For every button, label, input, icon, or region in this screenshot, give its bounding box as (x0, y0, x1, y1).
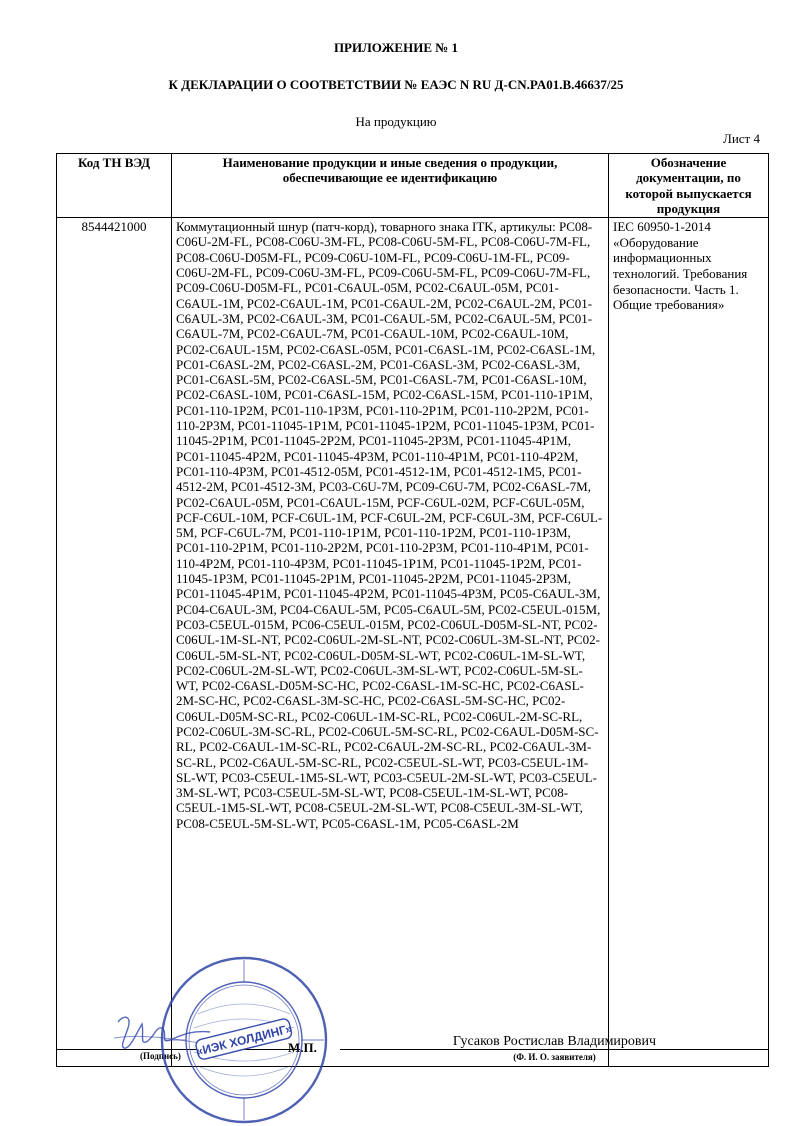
seal-place-label: М.П. (288, 1040, 317, 1055)
header-code: Код ТН ВЭД (57, 154, 172, 218)
header-name: Наименование продукции и иные сведения о продукции, обеспечивающие ее идентификацию (172, 154, 609, 218)
applicant-name: Гусаков Ростислав Владимирович (452, 1034, 657, 1049)
sheet-number: Лист 4 (723, 131, 760, 146)
signature-caption: (Подпись) (140, 1051, 181, 1061)
company-seal (158, 954, 330, 1126)
cell-code: 8544421000 (57, 218, 172, 1067)
product-subtitle: На продукцию (355, 114, 437, 129)
applicant-caption: (Ф. И. О. заявителя) (513, 1052, 596, 1062)
table-header-row (57, 154, 769, 218)
table-row (57, 218, 769, 1067)
cell-description: Коммутационный шнур (патч-корд), товарного знака ITK, артикулы: PC08-C06U-2M-FL, PC08-C06U-3M-FL, PC08-C06U-5M-FL, PC08-C06U-7M-FL, PC08-C06U-D05M-FL, PC09-C06U-10M-FL, PC09-C06U-1M-FL, PC09-C06U-2M-FL, PC09-C06U-3M-FL, PC09-C06U-5M-FL, PC09-C06U-7M-FL, PC09-C06U-D05M-FL, PC01-C6AUL-05M, PC02-C6AUL-05M, PC01-C6AUL-1M, PC02-C6AUL-1M, PC01-C6AUL-2M, PC02-C6AUL-2M, PC01-C6AUL-3M, PC02-C6AUL-3M, PC01-C6AUL-5M, PC02-C6AUL-5M, PC01-C6AUL-7M, PC02-C6AUL-7M, PC01-C6AUL-10M, PC02-C6AUL-10M, PC02-C6AUL-15M, PC02-C6ASL-05M, PC01-C6ASL-1M, PC02-C6ASL-1M, PC01-C6ASL-2M, PC02-C6ASL-2M, PC01-C6ASL-3M, PC02-C6ASL-3M, PC01-C6ASL-5M, PC02-C6ASL-5M, PC01-C6ASL-7M, PC01-C6ASL-10M, PC02-C6ASL-10M, PC01-C6ASL-15M, PC02-C6ASL-15M, PC01-110-1P1M, PC01-110-1P2M, PC01-110-1P3M, PC01-110-2P1M, PC01-110-2P2M, PC01-110-2P3M, PC01-11045-1P1M, PC01-11045-1P2M, PC01-11045-1P3M, PC01-11045-2P1M, PC01-11045-2P2M, PC01-11045-2P3M, PC01-11045-4P1M, PC01-11045-4P2M, PC01-11045-4P3M, PC01-110-4P1M, PC01-110-4P2M, PC01-110-4P3M, PC01-4512-05M, PC01-4512-1M, PC01-4512-1M5, PC01-4512-2M, PC01-4512-3M, PC03-C6U-7M, PC09-C6U-7M, PC02-C6ASL-7M, PC02-C6AUL-05M, PC01-C6AUL-15M, PCF-C6UL-02M, PCF-C6UL-05M, PCF-C6UL-10M, PCF-C6UL-1M, PCF-C6UL-2M, PCF-C6UL-3M, PCF-C6UL-5M, PCF-C6UL-7M, PC01-110-1P1M, PC01-110-1P2M, PC01-110-1P3M, PC01-110-2P1M, PC01-110-2P2M, PC01-110-2P3M, PC01-110-4P1M, PC01-110-4P2M, PC01-110-4P3M, PC01-11045-1P1M, PC01-11045-1P2M, PC01-11045-1P3M, PC01-11045-2P1M, PC01-11045-2P2M, PC01-11045-2P3M, PC01-11045-4P1M, PC01-11045-4P2M, PC01-11045-4P3M, PC05-C6AUL-3M, PC04-C6AUL-3M, PC04-C6AUL-5M, PC05-C6AUL-5M, PC02-C5EUL-015M, PC03-C5EUL-015M, PC06-C5EUL-015M, PC02-C06UL-D05M-SL-NT, PC02-C06UL-1M-SL-NT, PC02-C06UL-2M-SL-NT, PC02-C06UL-3M-SL-NT, PC02-C06UL-5M-SL-NT, PC02-C06UL-D05M-SL-WT, PC02-C06UL-1M-SL-WT, PC02-C06UL-2M-SL-WT, PC02-C06UL-3M-SL-WT, PC02-C06UL-5M-SL-WT, PC02-C6ASL-D05M-SC-HC, PC02-C6ASL-1M-SC-HC, PC02-C6ASL-2M-SC-HC, PC02-C6ASL-3M-SC-HC, PC02-C6ASL-5M-SC-HC, PC02-C06UL-D05M-SC-RL, PC02-C06UL-1M-SC-RL, PC02-C06UL-2M-SC-RL, PC02-C06UL-3M-SC-RL, PC02-C06UL-5M-SC-RL, PC02-C6AUL-D05M-SC-RL, PC02-C6AUL-1M-SC-RL, PC02-C6AUL-2M-SC-RL, PC02-C6AUL-3M-SC-RL, PC02-C6AUL-5M-SC-RL, PC02-C5EUL-SL-WT, PC03-C5EUL-1M-SL-WT, PC03-C5EUL-1M5-SL-WT, PC03-C5EUL-2M-SL-WT, PC03-C5EUL-3M-SL-WT, PC03-C5EUL-5M-SL-WT, PC08-C5EUL-1M-SL-WT, PC08-C5EUL-1M5-SL-WT, PC08-C5EUL-2M-SL-WT, PC08-C5EUL-3M-SL-WT, PC08-C5EUL-5M-SL-WT, PC05-C6ASL-1M, PC05-C6ASL-2M (172, 218, 609, 1067)
appendix-title: ПРИЛОЖЕНИЕ № 1 (333, 40, 459, 55)
header-standard: Обозначение документации, по которой выпускается продукция (609, 154, 769, 218)
cell-standard: IEC 60950-1-2014 «Оборудование информационных технологий. Требования безопасности. Часть 1. Общие требования» (609, 218, 769, 1067)
declaration-title: К ДЕКЛАРАЦИИ О СООТВЕТСТВИИ № ЕАЭС N RU Д-CN.PA01.B.46637/25 (168, 77, 624, 92)
products-table (56, 153, 769, 1067)
stamp-center-text: «ИЭК ХОЛДИНГ» (194, 1021, 294, 1059)
